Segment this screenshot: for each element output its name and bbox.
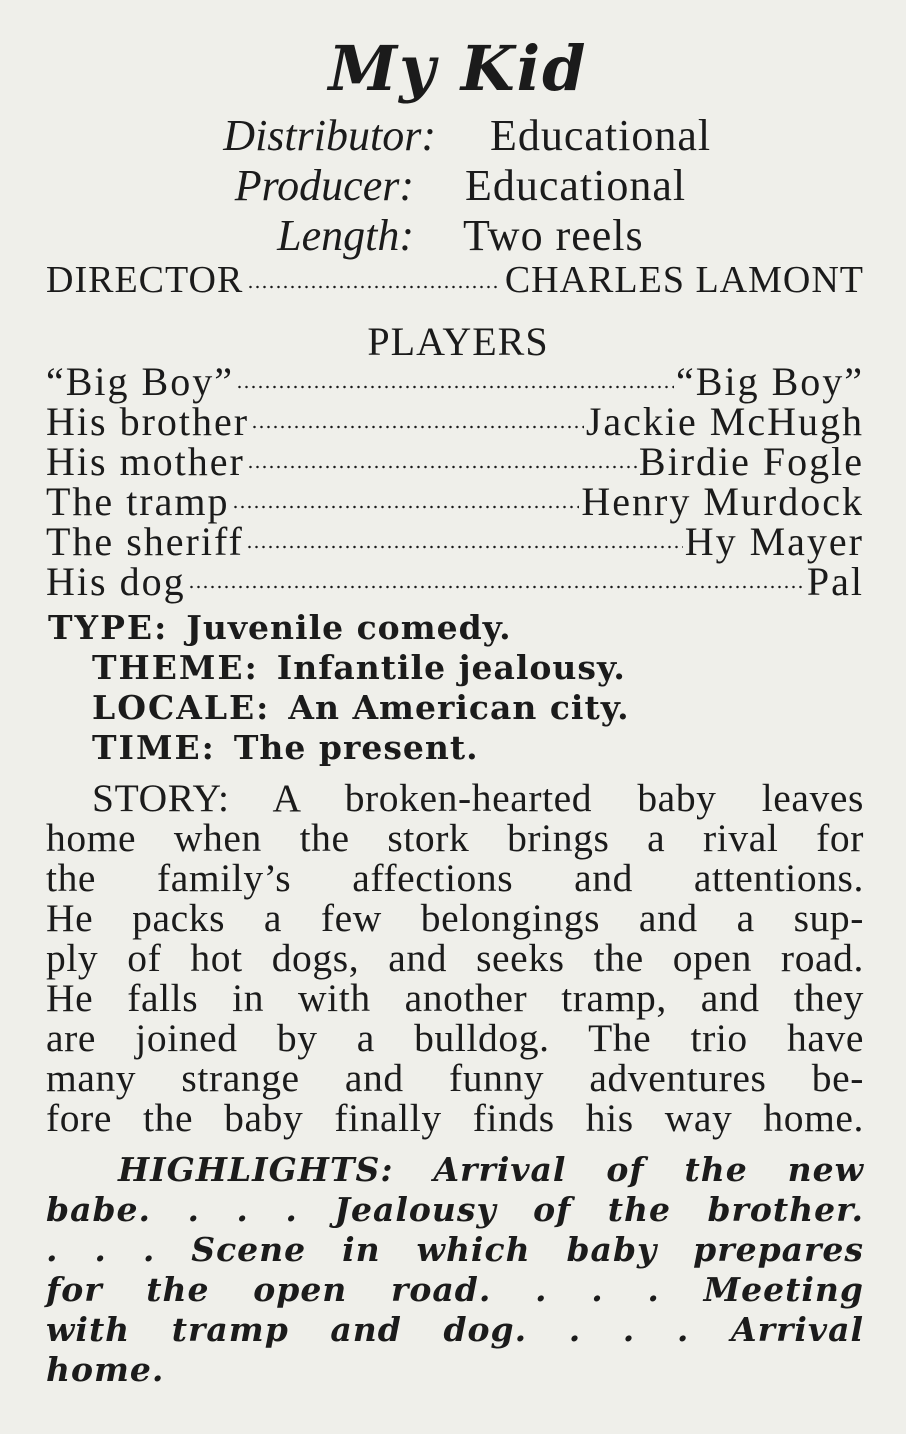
time-label: TIME: <box>92 728 216 767</box>
story-line: He packs a few belongings and a sup- <box>46 896 864 940</box>
story-line: He falls in with another tramp, and they <box>46 976 864 1020</box>
cast-role: The sheriff <box>46 519 244 564</box>
time-value: The present. <box>233 728 479 767</box>
cast-role: The tramp <box>46 479 230 524</box>
cast-row <box>46 518 864 564</box>
cast-actor: Birdie Fogle <box>638 439 864 484</box>
length-label: Length: <box>277 211 414 260</box>
story-line: many strange and funny adventures be- <box>46 1056 864 1100</box>
cast-row <box>46 398 864 444</box>
film-title: My Kid <box>328 32 588 105</box>
cast-role: His mother <box>46 439 245 484</box>
distributor-row <box>0 110 906 160</box>
locale-line <box>92 688 630 727</box>
cast-role: His dog <box>46 559 186 604</box>
story-line: are joined by a bulldog. The trio have <box>46 1016 864 1060</box>
cast-role: “Big Boy” <box>46 359 234 404</box>
dot-leader <box>247 464 637 470</box>
story-paragraph <box>46 778 864 1138</box>
director-label: DIRECTOR <box>46 259 244 301</box>
highlights-line: HIGHLIGHTS: Arrival of the new <box>118 1150 864 1189</box>
dot-leader <box>246 544 683 550</box>
dot-leader <box>251 424 584 430</box>
cast-actor: Pal <box>806 559 864 604</box>
highlights-paragraph <box>46 1150 864 1390</box>
cast-row <box>46 358 864 404</box>
cast-row <box>46 438 864 484</box>
cast-row <box>46 558 864 604</box>
highlights-line: . . . Scene in which baby prepares <box>46 1230 864 1269</box>
producer-value: Educational <box>465 161 687 210</box>
highlights-line: with tramp and dog. . . . Arrival <box>46 1310 864 1349</box>
cast-role: His brother <box>46 399 250 444</box>
dot-leader <box>232 504 580 510</box>
producer-row <box>0 160 906 210</box>
story-line: home when the stork brings a rival for <box>46 816 864 860</box>
story-line: STORY: A broken-hearted baby leaves <box>92 776 864 820</box>
producer-label: Producer: <box>234 161 414 210</box>
dot-leader <box>188 584 805 590</box>
distributor-label: Distributor: <box>223 111 436 160</box>
cast-actor: Jackie McHugh <box>585 399 864 444</box>
locale-label: LOCALE: <box>92 688 271 727</box>
highlights-line: for the open road. . . . Meeting <box>46 1270 864 1309</box>
distributor-value: Educational <box>490 111 712 160</box>
director-row <box>46 258 864 301</box>
dot-leader <box>247 284 500 290</box>
cast-actor: Hy Mayer <box>684 519 864 564</box>
dot-leader <box>236 384 674 390</box>
length-value: Two reels <box>463 211 644 260</box>
length-row <box>0 210 906 260</box>
theme-line <box>92 648 626 687</box>
story-line: ply of hot dogs, and seeks the open road. <box>46 936 864 980</box>
story-line: the family’s affections and attentions. <box>46 856 864 900</box>
highlights-line: home. <box>46 1350 165 1389</box>
time-line <box>92 728 479 767</box>
theme-label: THEME: <box>92 648 259 687</box>
type-value: Juvenile comedy. <box>186 608 512 647</box>
story-line: fore the baby finally finds his way home. <box>46 1096 864 1140</box>
cast-row <box>46 478 864 524</box>
cast-actor: Henry Murdock <box>581 479 864 524</box>
theme-value: Infantile jealousy. <box>276 648 626 687</box>
type-label: TYPE: <box>48 608 169 647</box>
highlights-line: babe. . . . Jealousy of the brother. <box>46 1190 864 1229</box>
players-heading: PLAYERS <box>367 319 549 364</box>
director-name: CHARLES LAMONT <box>504 259 864 301</box>
locale-value: An American city. <box>288 688 630 727</box>
cast-actor: “Big Boy” <box>676 359 864 404</box>
type-line <box>48 608 512 647</box>
